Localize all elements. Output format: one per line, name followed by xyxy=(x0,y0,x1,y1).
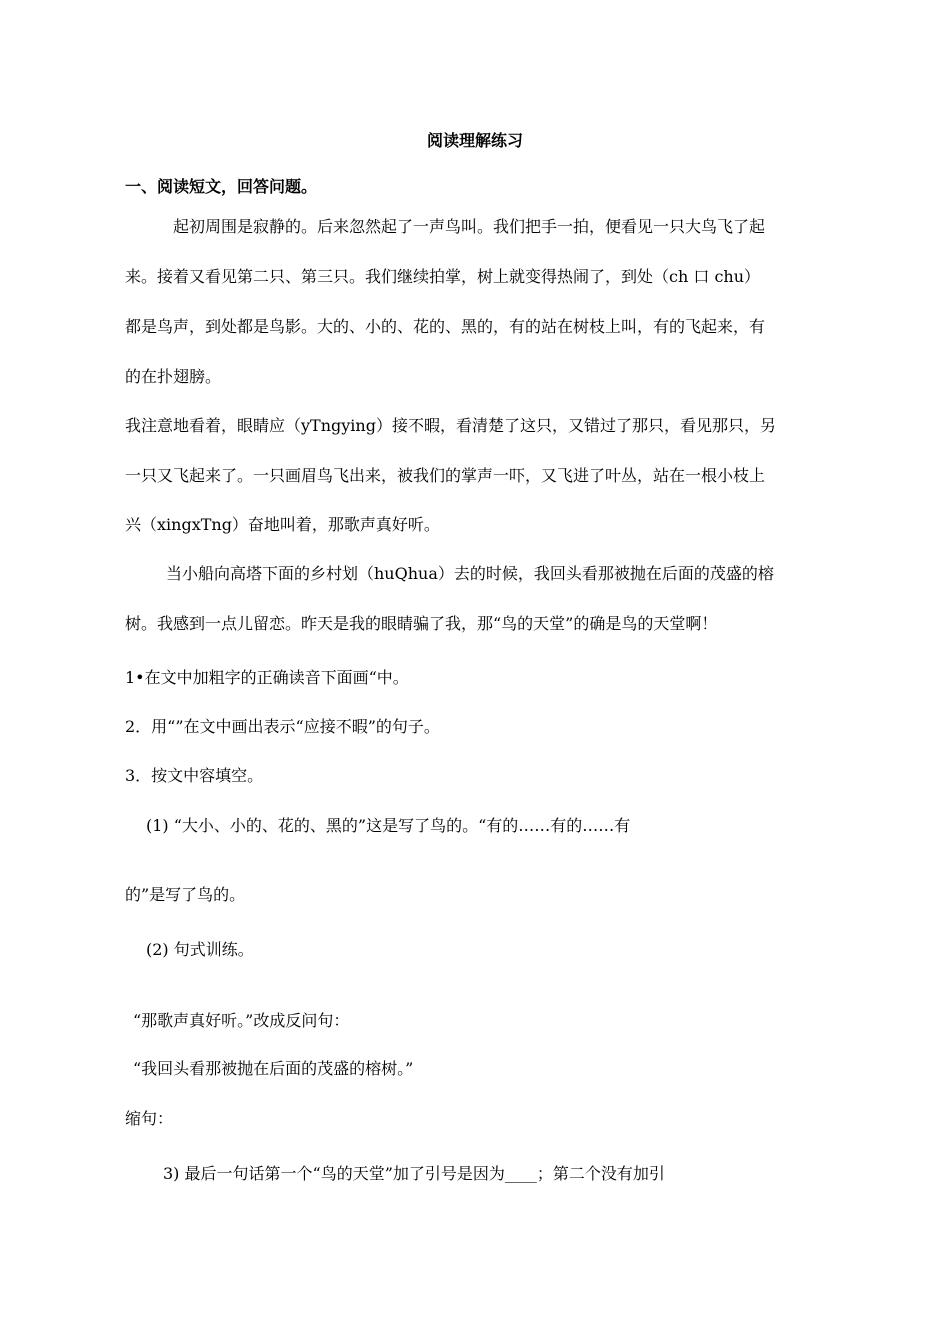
passage-line: 都是鸟声，到处都是鸟影。大的、小的、花的、黑的，有的站在树枝上叫，有的飞起来，有 xyxy=(125,317,766,336)
question-2: 2．用“”在文中画出表示“应接不暇”的句子。 xyxy=(125,717,440,736)
sentence-condense-prompt: 缩句： xyxy=(125,1109,174,1128)
sentence-condense-source: “我回头看那被抛在后面的茂盛的榕树。” xyxy=(133,1059,414,1078)
passage-line: 树。我感到一点儿留恋。昨天是我的眼睛骗了我，那“鸟的天堂”的确是鸟的天堂啊！ xyxy=(125,614,718,633)
question-3: 3．按文中容填空。 xyxy=(125,766,264,785)
sentence-rewrite-prompt: “那歌声真好听。”改成反问句： xyxy=(133,1011,350,1030)
question-3-1: (1) “大小、小的、花的、黑的”这是写了鸟的。“有的……有的……有 xyxy=(146,816,631,835)
question-3-1-cont: 的”是写了鸟的。 xyxy=(125,885,246,904)
question-3-3: 3) 最后一句话第一个“鸟的天堂”加了引号是因为____；第二个没有加引 xyxy=(163,1164,665,1183)
passage-line: 来。接着又看见第二只、第三只。我们继续拍掌，树上就变得热闹了，到处（ch 口 chu） xyxy=(125,267,761,286)
section-heading: 一、阅读短文，回答问题。 xyxy=(125,177,318,196)
passage-line: 一只又飞起来了。一只画眉鸟飞出来，被我们的掌声一吓，又飞进了叶丛，站在一根小枝上 xyxy=(125,466,766,485)
page-title: 阅读理解练习 xyxy=(426,131,523,150)
passage-line: 的在扑翅膀。 xyxy=(125,367,222,386)
question-3-2: (2) 句式训练。 xyxy=(146,940,254,959)
passage-line: 起初周围是寂静的。后来忽然起了一声鸟叫。我们把手一拍，便看见一只大鸟飞了起 xyxy=(173,217,766,236)
question-1: 1•在文中加粗字的正确读音下面画“中。 xyxy=(125,668,409,687)
passage-line: 当小船向高塔下面的乡村划（huQhua）去的时候，我回头看那被抛在后面的茂盛的榕 xyxy=(166,564,774,583)
passage-line: 我注意地看着，眼睛应（yTngying）接不暇，看清楚了这只，又错过了那只，看见那只，另 xyxy=(125,416,776,435)
passage-line: 兴（xingxTng）奋地叫着，那歌声真好听。 xyxy=(125,515,440,534)
